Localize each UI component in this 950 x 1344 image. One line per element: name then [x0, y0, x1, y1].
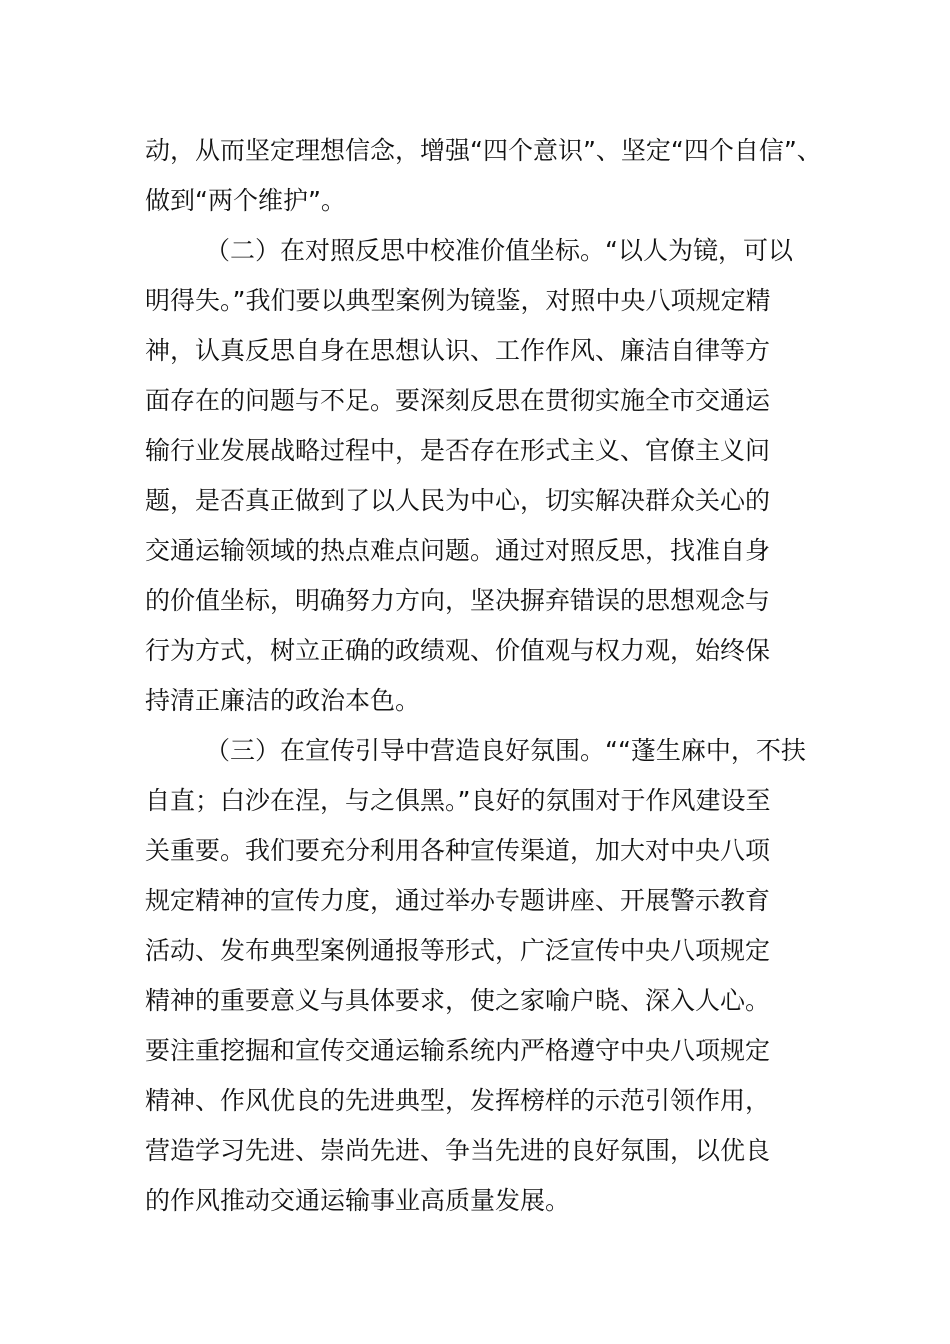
text-line: 输行业发展战略过程中，是否存在形式主义、官僚主义问 — [145, 436, 771, 465]
text-line: 行为方式，树立正确的政绩观、价值观与权力观，始终保 — [145, 636, 771, 665]
text-line: 题，是否真正做到了以人民为中心，切实解决群众关心的 — [145, 486, 771, 515]
text-line: 持清正廉洁的政治本色。 — [145, 686, 421, 715]
paragraph-continued — [145, 126, 845, 226]
paragraph-section-two — [145, 226, 845, 726]
section-heading-line: （二）在对照反思中校准价值坐标。“以人为镜，可以 — [205, 236, 793, 265]
document-body — [145, 126, 845, 1226]
text-line: 营造学习先进、崇尚先进、争当先进的良好氛围，以优良 — [145, 1136, 771, 1165]
text-line: 的作风推动交通运输事业高质量发展。 — [145, 1186, 571, 1215]
text-line: 明得失。”我们要以典型案例为镜鉴，对照中央八项规定精 — [145, 286, 771, 315]
text-line: 关重要。我们要充分利用各种宣传渠道，加大对中央八项 — [145, 836, 771, 865]
text-line: 活动、发布典型案例通报等形式，广泛宣传中央八项规定 — [145, 936, 771, 965]
text-line: 神，认真反思自身在思想认识、工作作风、廉洁自律等方 — [145, 336, 771, 365]
text-line: 精神的重要意义与具体要求，使之家喻户晓、深入人心。 — [145, 986, 771, 1015]
text-line: 面存在的问题与不足。要深刻反思在贯彻实施全市交通运 — [145, 386, 771, 415]
text-line: 做到“两个维护”。 — [145, 186, 346, 215]
text-line: 要注重挖掘和宣传交通运输系统内严格遵守中央八项规定 — [145, 1036, 771, 1065]
paragraph-section-three — [145, 726, 845, 1226]
text-line: 交通运输领域的热点难点问题。通过对照反思，找准自身 — [145, 536, 771, 565]
text-line: 精神、作风优良的先进典型，发挥榜样的示范引领作用， — [145, 1086, 771, 1115]
text-line: 自直；白沙在涅，与之俱黑。”良好的氛围对于作风建设至 — [145, 786, 771, 815]
text-line: 的价值坐标，明确努力方向，坚决摒弃错误的思想观念与 — [145, 586, 771, 615]
text-line: 规定精神的宣传力度，通过举办专题讲座、开展警示教育 — [145, 886, 771, 915]
text-line: 动，从而坚定理想信念，增强“四个意识”、坚定“四个自信”、 — [145, 136, 822, 165]
section-heading-line: （三）在宣传引导中营造良好氛围。““蓬生麻中，不扶 — [205, 736, 806, 765]
